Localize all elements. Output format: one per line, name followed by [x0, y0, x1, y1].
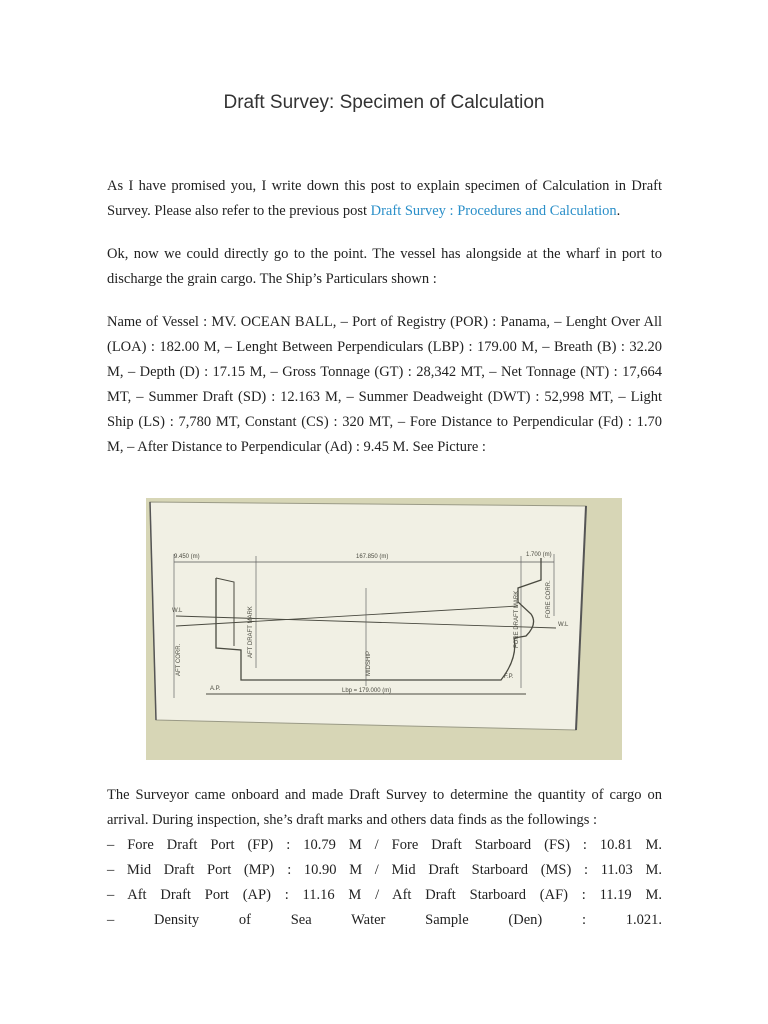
mid-draft-line: – Mid Draft Port (MP) : 10.90 M / Mid Draft Starboard (MS) : 11.03 M. [107, 862, 662, 878]
procedures-link[interactable]: Draft Survey : Procedures and Calculation [370, 203, 617, 219]
ad-label: 9.450 (m) [174, 554, 200, 560]
lbp-label: Lbp = 179.000 (m) [342, 688, 392, 694]
midship-label: MIDSHIP [366, 650, 372, 676]
survey-paragraph [107, 783, 662, 933]
intro-end: . [616, 203, 621, 219]
mid-dist-label: 167.850 (m) [356, 554, 389, 560]
wl-fore-label: W.L [558, 622, 569, 628]
fore-draft-mark-label: FORE DRAFT MARK [514, 590, 520, 648]
fore-corr-label: FORE CORR. [546, 580, 552, 618]
fd-label: 1.700 (m) [526, 552, 552, 558]
aft-draft-line: – Aft Draft Port (AP) : 11.16 M / Aft Draft Starboard (AF) : 11.19 M. [107, 887, 662, 903]
ap-label: A.P. [210, 686, 221, 692]
wl-aft-label: W.L [172, 608, 183, 614]
density-line: – Density of Sea Water Sample (Den) : 1.021. [107, 912, 662, 928]
fore-draft-line: – Fore Draft Port (FP) : 10.79 M / Fore Draft Starboard (FS) : 10.81 M. [107, 837, 662, 853]
page-title: Draft Survey: Specimen of Calculation [223, 92, 545, 113]
aft-corr-label: AFT CORR. [176, 643, 182, 676]
ship-diagram [146, 498, 622, 760]
fp-label: F.P. [504, 674, 514, 680]
intro-paragraph [107, 174, 662, 224]
intro-text: As I have promised you, I write down this post to explain specimen of Calculation in Draft Survey. Please also refer to the previous post [107, 178, 662, 219]
particulars-paragraph: Name of Vessel : MV. OCEAN BALL, – Port of Registry (POR) : Panama, – Lenght Over All (LOA) : 182.00 M, – Lenght Between Perpendiculars (LBP) : 179.00 M, – Breath (B) : 32.20 M, – Depth (D) : 17.15 M, – Gross Tonnage (GT) : 28,342 MT, – Net Tonnage (NT) : 17,664 MT, – Summer Draft (SD) : 12.163 M, – Summer Deadweight (DWT) : 52,998 MT, – Light Ship (LS) : 7,780 MT, Constant (CS) : 320 MT, – Fore Distance to Perpendicular (Fd) : 1.70 M, – After Distance to Perpendicular (Ad) : 9.45 M. See Picture : [107, 314, 662, 455]
draft-marks-figure [146, 498, 622, 760]
aft-draft-mark-label: AFT DRAFT MARK [248, 606, 254, 658]
survey-intro: The Surveyor came onboard and made Draft Survey to determine the quantity of cargo on arrival. During inspection, she’s draft marks and others data finds as the followings : [107, 787, 662, 828]
context-paragraph: Ok, now we could directly go to the point. The vessel has alongside at the wharf in port to discharge the grain cargo. The Ship’s Particulars shown : [107, 246, 662, 287]
